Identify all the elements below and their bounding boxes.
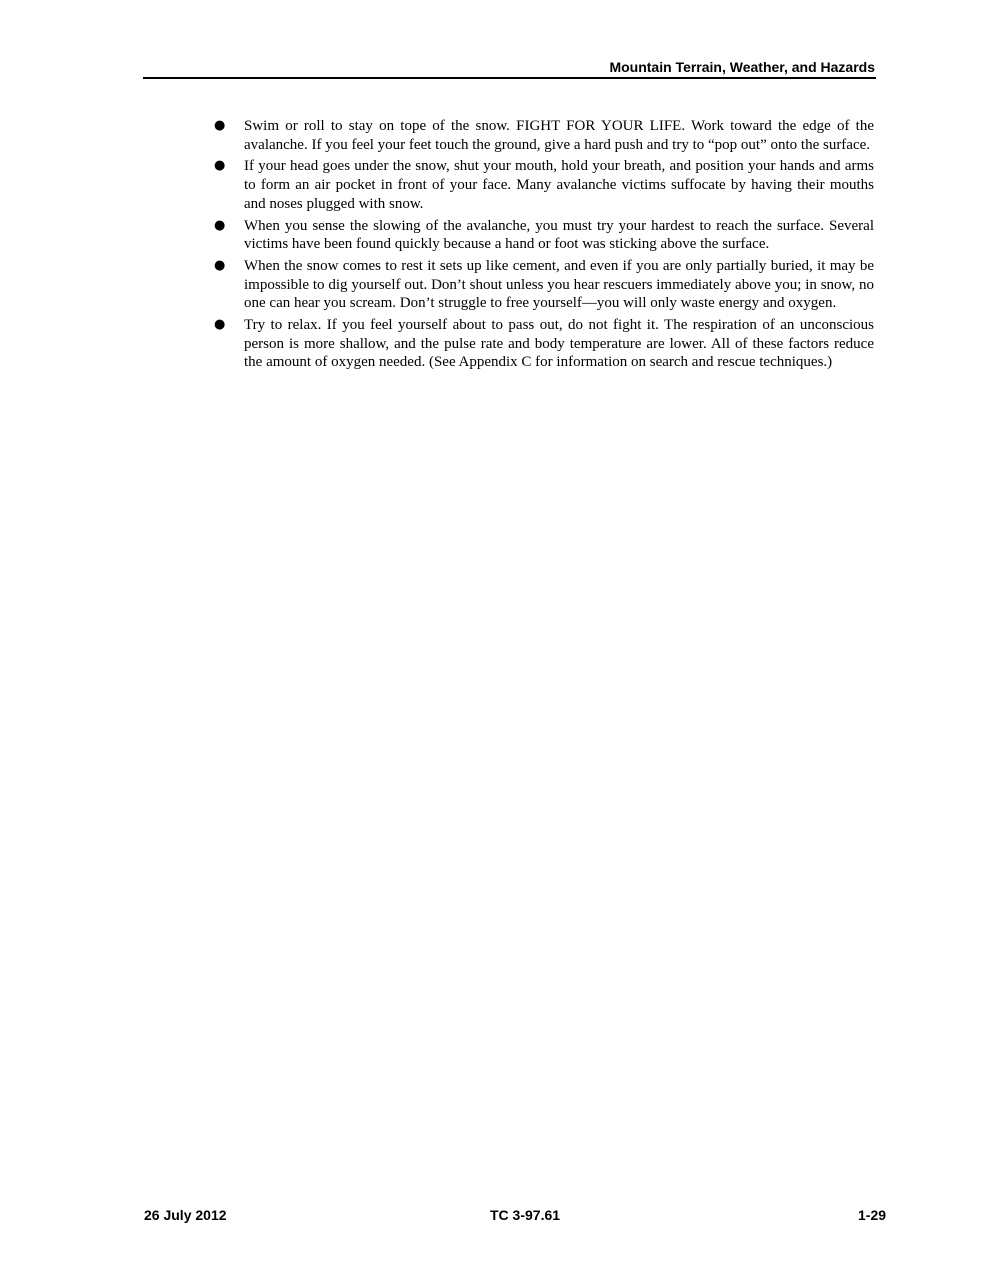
header-rule <box>143 77 876 79</box>
bullet-icon: ● <box>214 158 226 174</box>
list-item-text: If your head goes under the snow, shut your mouth, hold your breath, and position your hands and arms to form an air pocket in front of your face. Many avalanche victims suffocate by having their mouths and noses plugged with snow. <box>244 158 874 212</box>
avalanche-survival-list <box>214 117 874 375</box>
list-item <box>214 217 874 254</box>
list-item-text: When you sense the slowing of the avalanche, you must try your hardest to reach the surface. Several victims have been found quickly because a hand or foot was sticking above the surface. <box>244 217 874 253</box>
running-header: Mountain Terrain, Weather, and Hazards <box>609 59 875 75</box>
bullet-icon: ● <box>214 257 226 273</box>
list-item <box>214 257 874 313</box>
bullet-icon: ● <box>214 317 226 333</box>
list-item <box>214 117 874 154</box>
list-item-text: Try to relax. If you feel yourself about to pass out, do not fight it. The respiration of an unconscious person is more shallow, and the pulse rate and body temperature are lower. All of these factors reduce the amount of oxygen needed. (See Appendix C for information on search and rescue techniques.) <box>244 317 874 371</box>
list-item <box>214 157 874 213</box>
bullet-icon: ● <box>214 118 226 133</box>
footer-page-number: 1-29 <box>858 1207 887 1223</box>
list-item <box>214 316 874 372</box>
footer-date: 26 July 2012 <box>144 1207 227 1223</box>
bullet-icon: ● <box>214 217 226 233</box>
list-item-text: Swim or roll to stay on tope of the snow. FIGHT FOR YOUR LIFE. Work toward the edge of the avalanche. If you feel your feet touch the ground, give a hard push and try to “pop out” onto the surface. <box>244 118 874 153</box>
footer-document-number: TC 3-97.61 <box>490 1207 561 1223</box>
list-item-text: When the snow comes to rest it sets up like cement, and even if you are only partially buried, it may be impossible to dig yourself out. Don’t shout unless you hear rescuers immediately above you; in snow, no one can hear you scream. Don’t struggle to free yourself—you will only waste energy and oxygen. <box>244 257 874 312</box>
